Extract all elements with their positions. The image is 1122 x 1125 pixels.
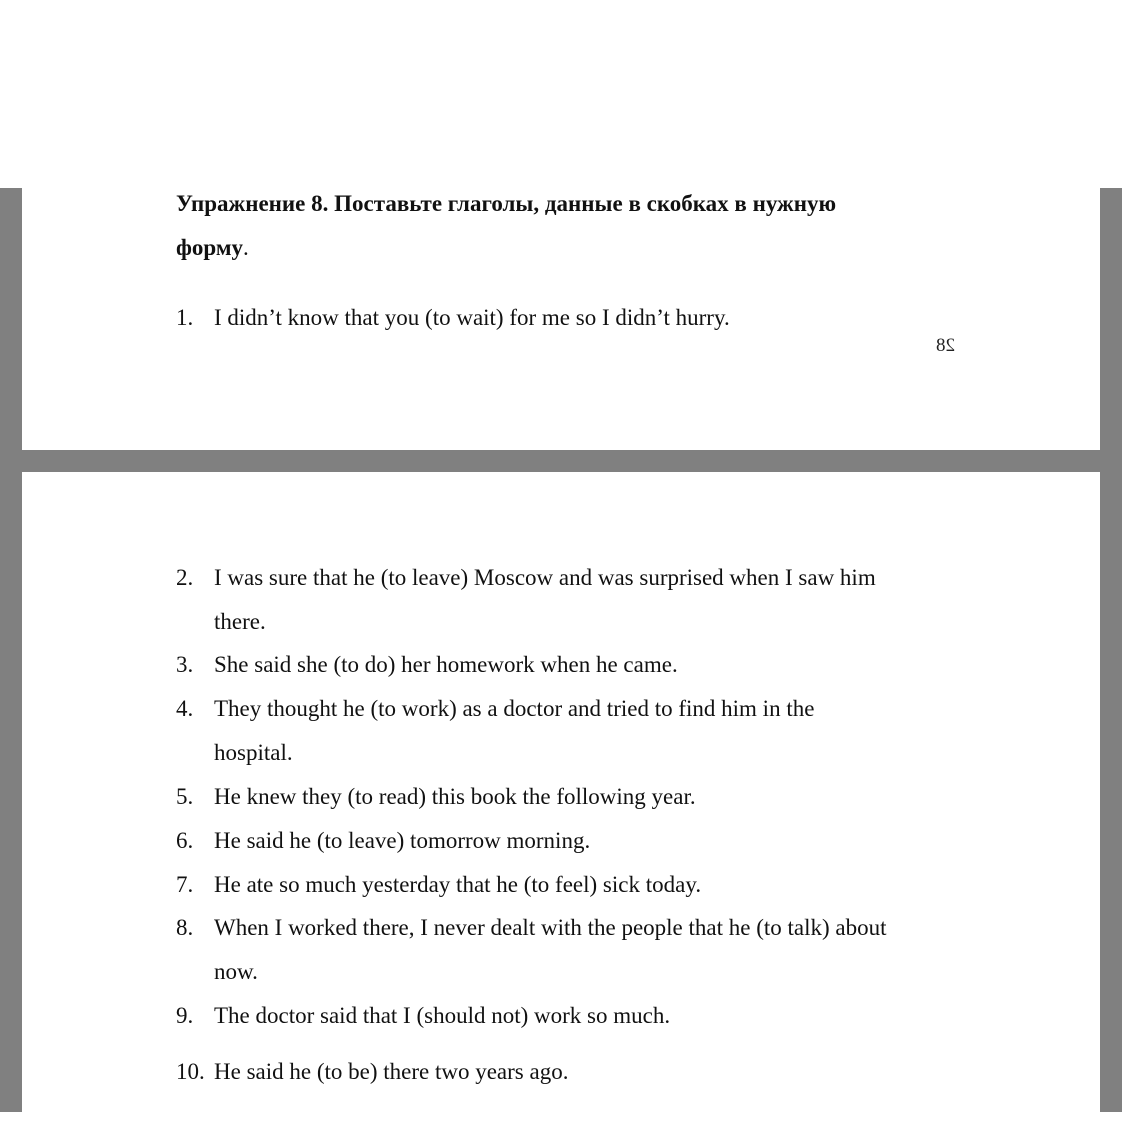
exercise-title: Упражнение 8. Поставьте глаголы, данные в скобках в нужную форму.	[176, 191, 837, 260]
page-28: Упражнение 8. Поставьте глаголы, данные в скобках в нужную форму. 1. I didn’t know that you (to wait) for me so I didn’t hurry. 28	[22, 188, 1100, 450]
pdf-viewer	[0, 188, 1122, 1112]
page-number: 28	[936, 335, 955, 356]
page-29: 2. I was sure that he (to leave) Moscow and was surprised when I saw him there. 3. She said she (to do) her homework when he came. 4. They thought he (to work) as a doctor and tried to find him in the hospital. 5. He knew they (to read) this book the following year. 6. He said he (to leave) tomorrow morning. 7. He ate so much yesterday that he (to feel) sick today. 8. When I worked there, I never dealt with the people that he (to talk) about now. 9. The doctor said that I (should not) work so much. 10. He said he (to be) there two years ago.	[22, 472, 1100, 1112]
